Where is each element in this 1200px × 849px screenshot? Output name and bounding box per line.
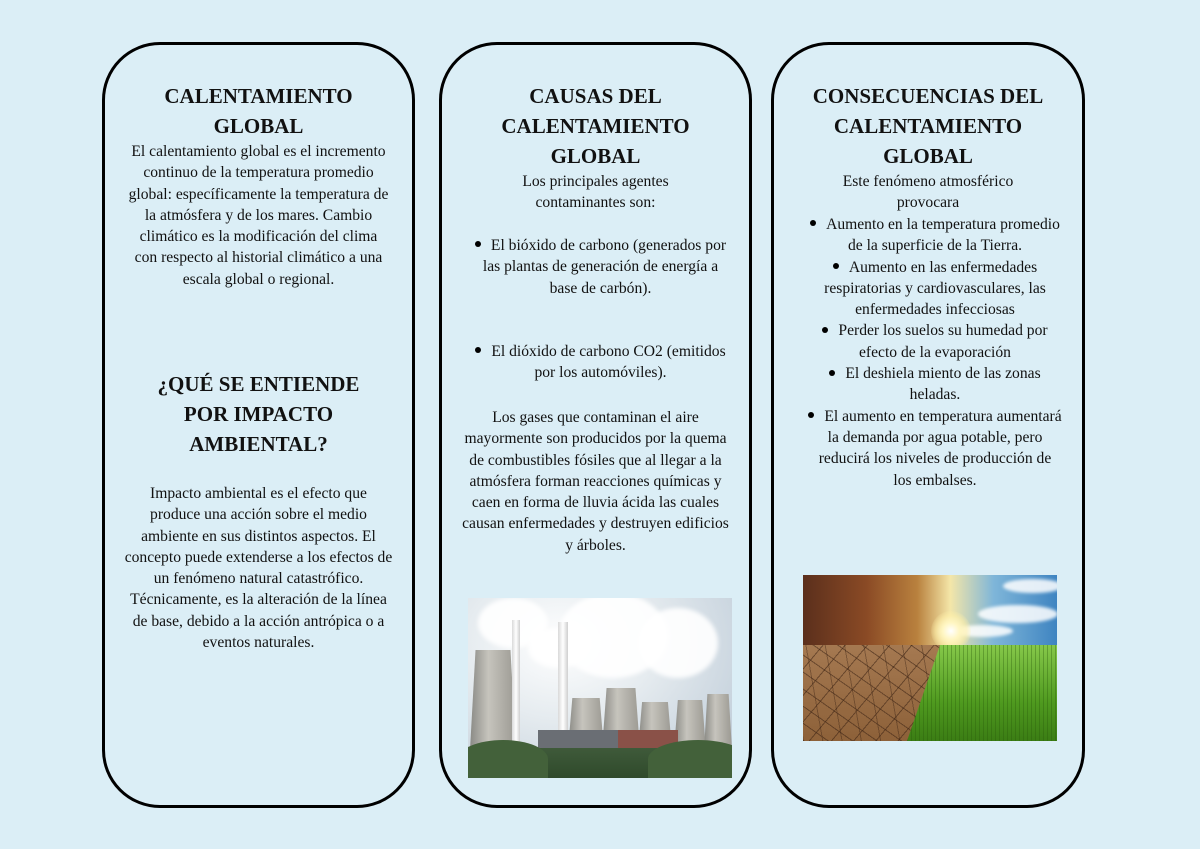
panel1-title: CALENTAMIENTO GLOBAL — [164, 84, 353, 138]
panel3-title: CONSECUENCIAS DEL CALENTAMIENTO GLOBAL — [812, 84, 1044, 168]
panel2-paragraph: Los gases que contaminan el aire mayormente son producidos por la quema de combustibles fósiles que al llegar a la atmósfera forman reacciones químicas y caen en forma de lluvia ácida las cuales causan enfermedades y destruyen edificios y árboles. — [462, 409, 729, 554]
panel2-bullet-1: El bióxido de carbono (generados por las plantas de generación de energía a base de carbón). — [472, 235, 729, 299]
panel-consequences — [771, 42, 1085, 808]
bullet-dot-icon — [833, 263, 839, 269]
drought-vs-green-image — [803, 575, 1057, 741]
panel2-intro: Los principales agentes contaminantes son: — [522, 173, 669, 212]
power-plant-image — [468, 598, 732, 778]
list-item: Aumento en las enfermedades respiratorias y cardiovasculares, las enfermedades infecciosas — [824, 258, 1046, 319]
panel2-bullet-2: El dióxido de carbono CO2 (emitidos por los automóviles). — [472, 341, 729, 384]
panel2-title: CAUSAS DEL CALENTAMIENTO GLOBAL — [501, 84, 690, 168]
panel1-paragraph1: El calentamiento global es el incremento continuo de la temperatura promedio global: específicamente la temperatura de la atmósfera y de los mares. Cambio climático es la modificación del clima con respecto al historial climático a una escala global o regional. — [128, 143, 389, 288]
list-item: El deshiela miento de las zonas heladas. — [808, 363, 1062, 406]
list-item: El aumento en temperatura aumentará la demanda por agua potable, pero reducirá los niveles de producción de los embalses. — [808, 406, 1062, 491]
bullet-dot-icon — [475, 347, 481, 353]
list-item: Perder los suelos su humedad por efecto de la evaporación — [808, 320, 1062, 363]
list-item: Aumento en la temperatura promedio de la superficie de la Tierra. — [808, 214, 1062, 257]
bullet-dot-icon — [822, 327, 828, 333]
panel1-paragraph2: Impacto ambiental es el efecto que produce una acción sobre el medio ambiente en sus distintos aspectos. El concepto puede extenderse a los efectos de un fenómeno natural catastrófico. Técnicamente, es la alteración de la línea de base, debido a la acción antrópica o a eventos naturales. — [124, 485, 393, 652]
panel1-subtitle: ¿QUÉ SE ENTIENDE POR IMPACTO AMBIENTAL? — [157, 372, 360, 456]
bullet-dot-icon — [829, 370, 835, 376]
consequences-list — [808, 214, 1062, 491]
panel-definition — [102, 42, 415, 808]
panel-causes — [439, 42, 752, 808]
bullet-dot-icon — [475, 241, 481, 247]
bullet-dot-icon — [810, 220, 816, 226]
panel3-intro: Este fenómeno atmosférico provocara — [842, 173, 1014, 212]
bullet-dot-icon — [808, 412, 814, 418]
